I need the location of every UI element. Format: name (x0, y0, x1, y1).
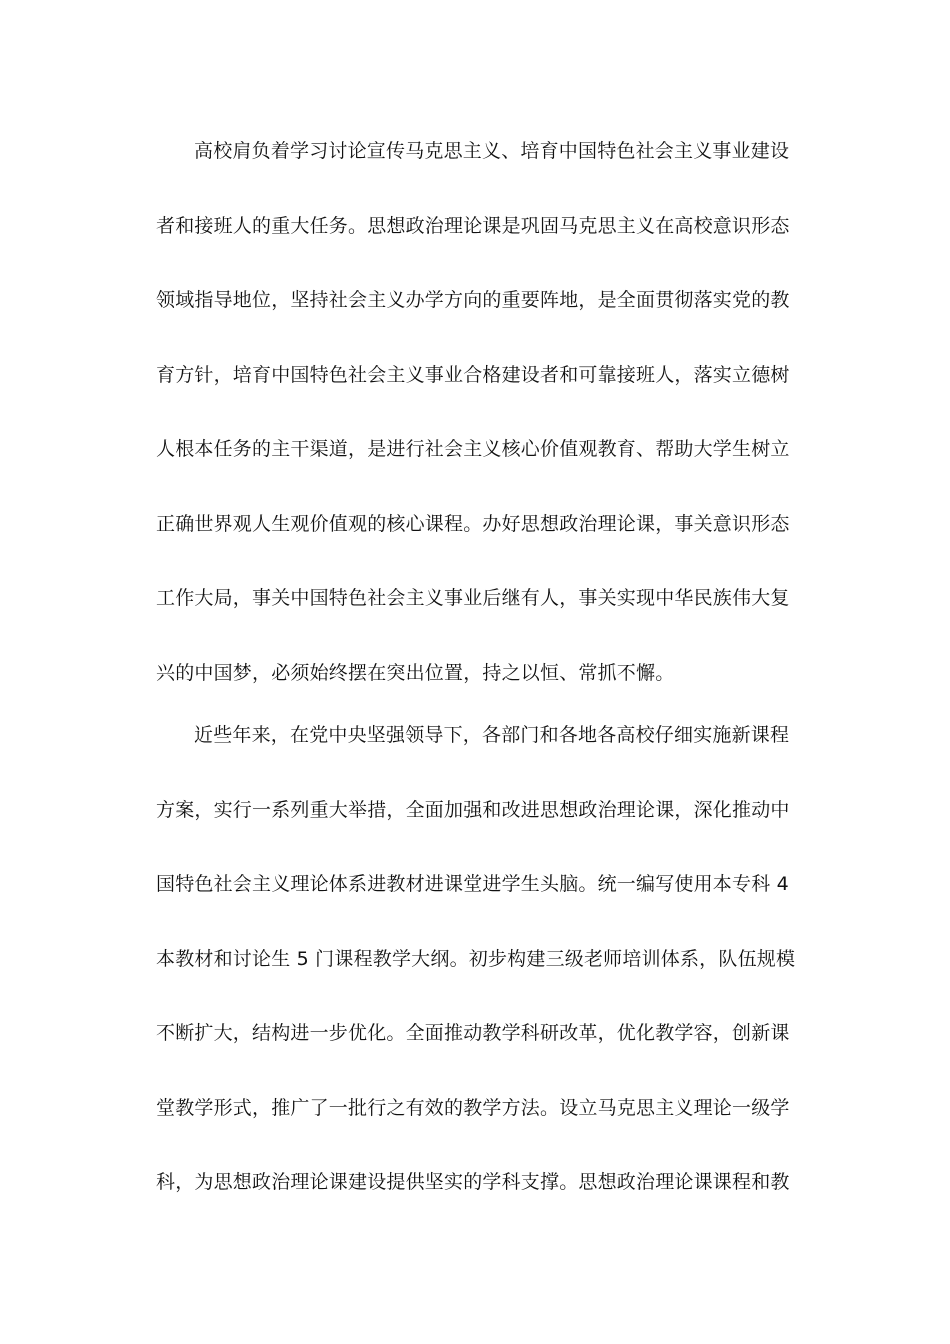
text-line: 高校肩负着学习讨论宣传马克思主义、培育中国特色社会主义事业建设 (194, 140, 790, 162)
text-line: 工作大局，事关中国特色社会主义事业后继有人，事关实现中华民族伟大复 (156, 587, 790, 609)
text-line: 领域指导地位，坚持社会主义办学方向的重要阵地，是全面贯彻落实党的教 (156, 289, 790, 311)
paragraph (156, 139, 796, 735)
text-line: 正确世界观人生观价值观的核心课程。办好思想政治理论课，事关意识形态 (156, 512, 790, 535)
text-line: 兴的中国梦，必须始终摆在突出位置，持之以恒、常抓不懈。 (156, 661, 675, 684)
text-line: 堂教学形式，推广了一批行之有效的教学方法。设立马克思主义理论一级学 (156, 1096, 790, 1119)
text-line: 科，为思想政治理论课建设提供坚实的学科支撑。思想政治理论课课程和教 (156, 1171, 790, 1193)
text-line: 近些年来，在党中央坚强领导下，各部门和各地各高校仔细实施新课程 (194, 724, 790, 746)
text-line: 育方针，培育中国特色社会主义事业合格建设者和可靠接班人，落实立德树 (156, 363, 790, 386)
text-line: 者和接班人的重大任务。思想政治理论课是巩固马克思主义在高校意识形态 (156, 214, 790, 237)
text-line: 方案，实行一系列重大举措，全面加强和改进思想政治理论课，深化推动中 (156, 798, 790, 821)
text-line: 不断扩大，结构进一步优化。全面推动教学科研改革，优化教学容，创新课 (156, 1022, 790, 1044)
text-line: 本教材和讨论生 5 门课程教学大纲。初步构建三级老师培训体系，队伍规模 (156, 947, 796, 970)
text-line: 国特色社会主义理论体系进教材进课堂进学生头脑。统一编写使用本专科 4 (156, 873, 789, 895)
text-line: 人根本任务的主干渠道，是进行社会主义核心价值观教育、帮助大学生树立 (156, 438, 790, 460)
paragraph (156, 723, 796, 1245)
